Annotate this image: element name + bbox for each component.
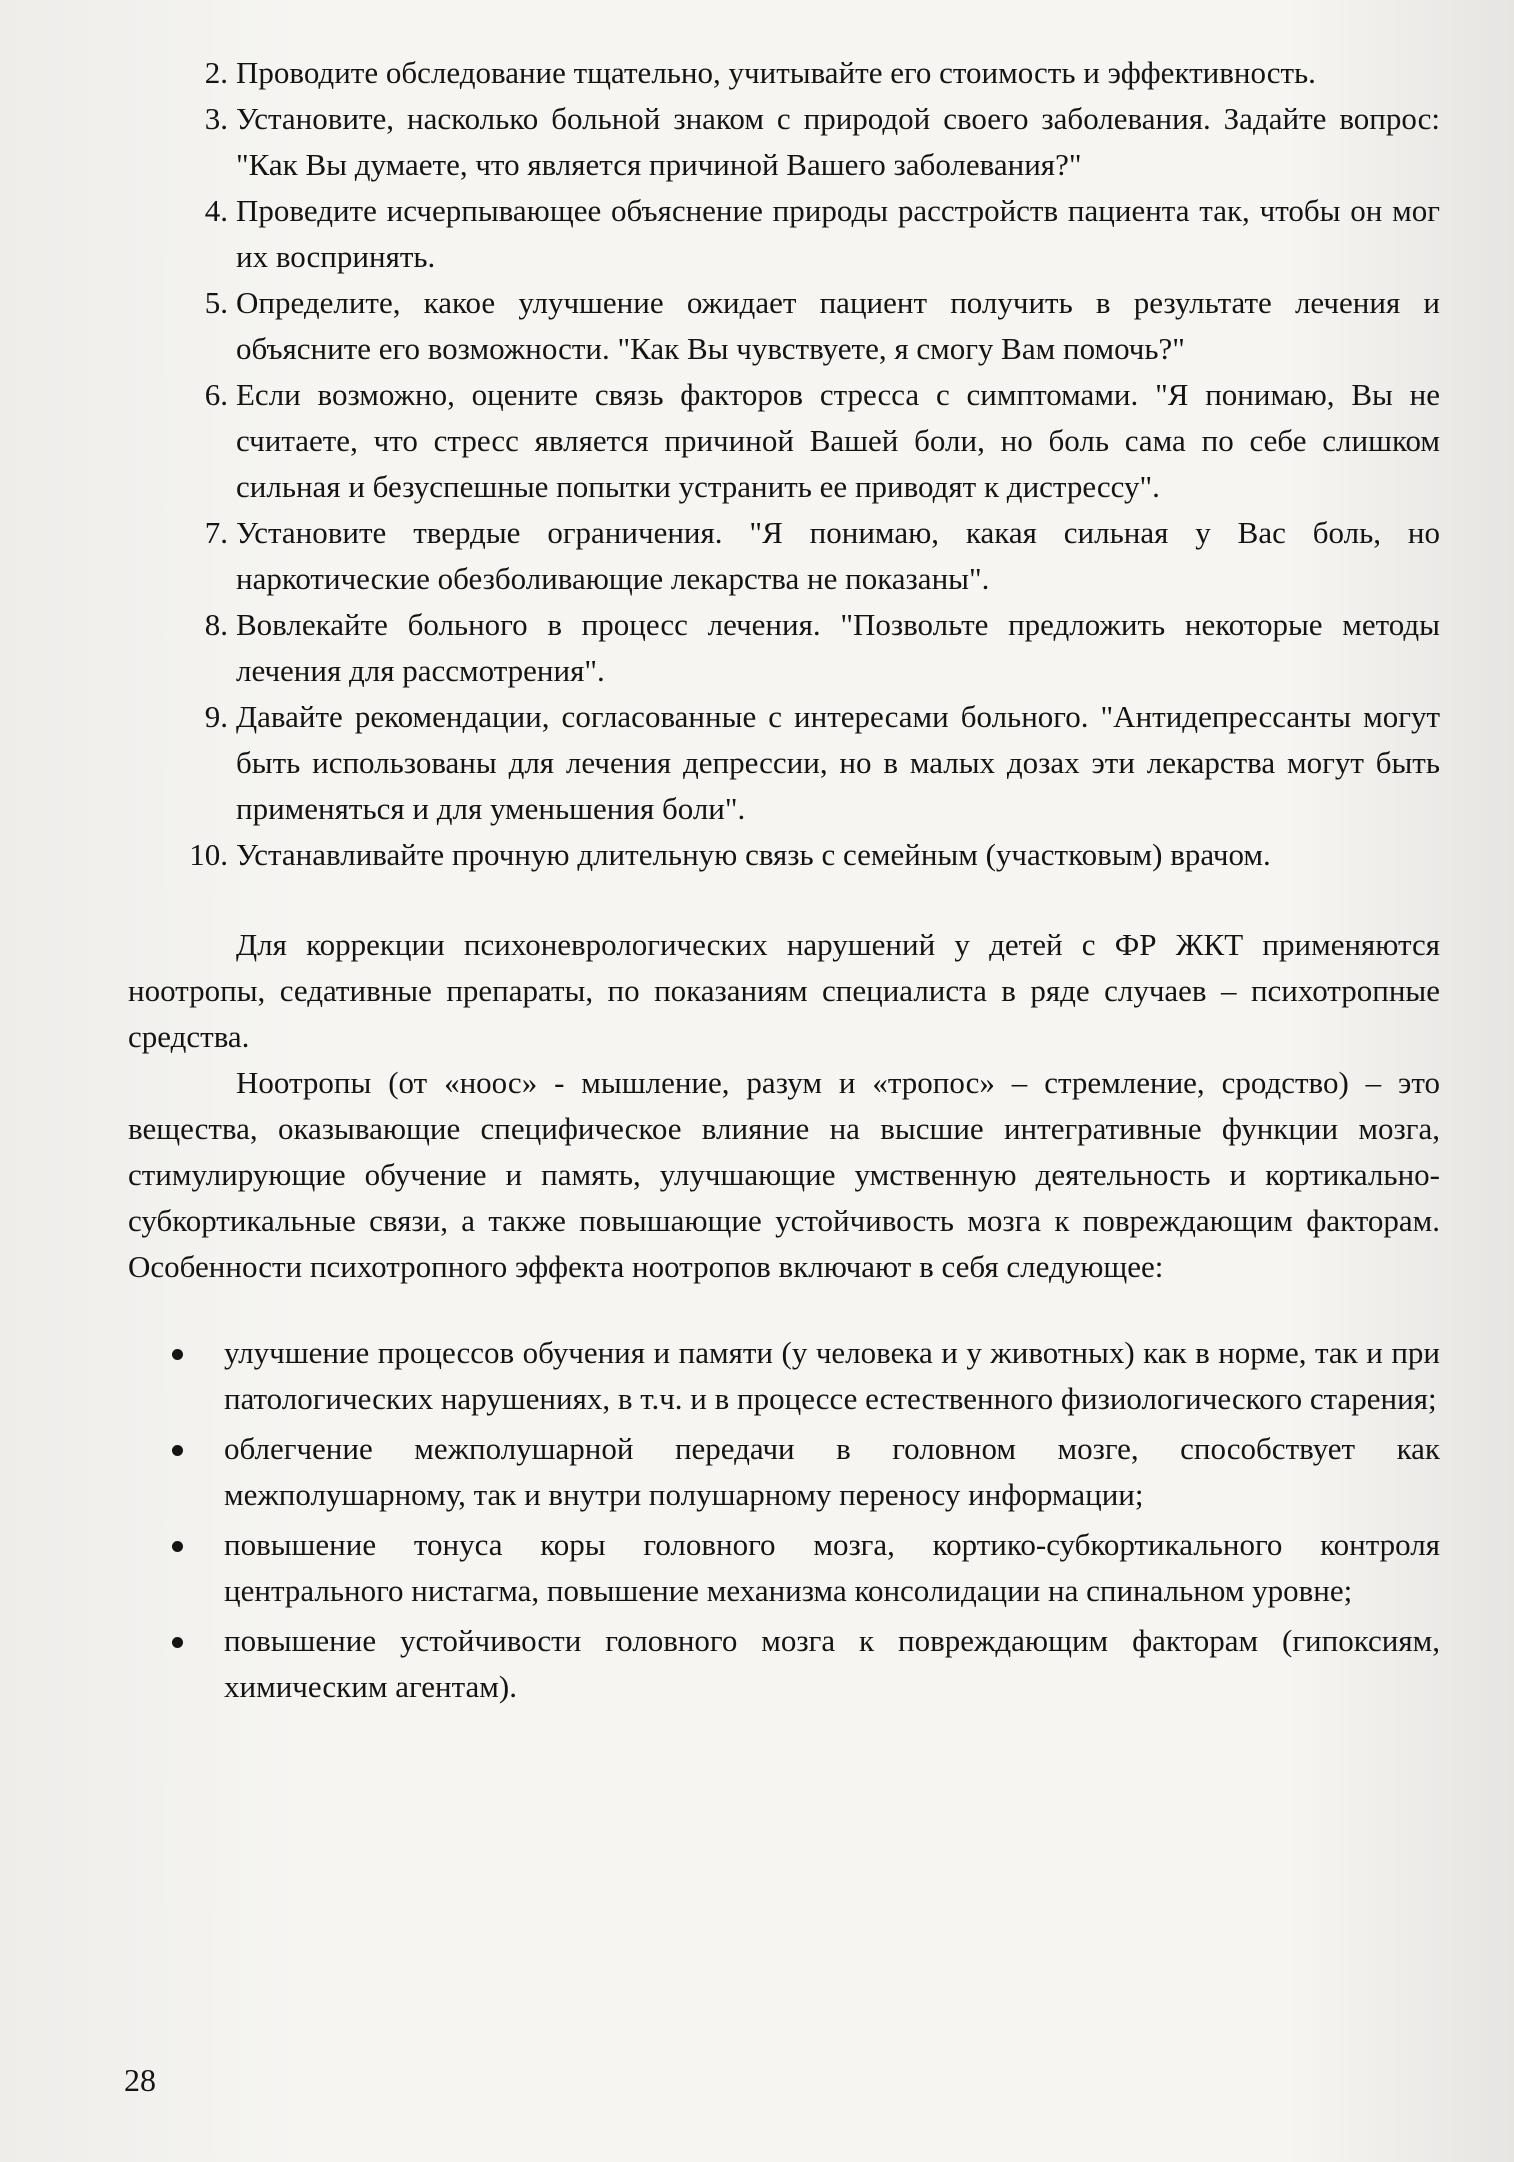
section-gap [128, 1290, 1440, 1320]
list-item [128, 510, 1440, 602]
item-number: 4. [204, 193, 228, 228]
paragraph: Для коррекции психоневрологических нарушений у детей с ФР ЖКТ применяются ноотропы, седативные препараты, по показаниям специалиста в ряде случаев – психотропные средства. [128, 927, 1440, 1054]
item-number: 10. [189, 837, 228, 872]
bullet-text: облегчение межполушарной передачи в головном мозге, способствует как межполушарному, так и внутри полушарному переносу информации; [224, 1431, 1440, 1512]
item-number: 5. [204, 285, 228, 320]
item-text: Если возможно, оцените связь факторов стресса с симптомами. "Я понимаю, Вы не считаете, что стресс является причиной Вашей боли, но боль сама по себе слишком сильная и безуспешные попытки устранить ее приводят к дистрессу". [236, 377, 1440, 504]
recommendations-list [128, 50, 1440, 878]
page-content [128, 50, 1440, 1714]
bullet-item [128, 1330, 1440, 1422]
item-text: Вовлекайте больного в процесс лечения. "Позвольте предложить некоторые методы лечения для рассмотрения". [236, 607, 1440, 688]
bullet-list [128, 1330, 1440, 1710]
bullet-icon [172, 1349, 183, 1360]
item-text: Определите, какое улучшение ожидает пациент получить в результате лечения и объясните его возможности. "Как Вы чувствуете, я смогу Вам помочь?" [236, 285, 1440, 366]
item-number: 9. [204, 699, 228, 734]
bullet-item [128, 1426, 1440, 1518]
paragraph: Ноотропы (от «ноос» - мышление, разум и «тропос» – стремление, сродство) – это вещества, оказывающие специфическое влияние на высшие интегративные функции мозга, стимулирующие обучение и память, улучшающие умственную деятельность и кортикально-субкортикальные связи, а также повышающие устойчивость мозга к повреждающим факторам. Особенности психотропного эффекта ноотропов включают в себя следующее: [128, 1065, 1440, 1284]
section-gap [128, 878, 1440, 922]
item-text: Установите, насколько больной знаком с природой своего заболевания. Задайте вопрос: "Как Вы думаете, что является причиной Вашего заболевания?" [236, 101, 1440, 182]
item-text: Давайте рекомендации, согласованные с интересами больного. "Антидепрессанты могут быть использованы для лечения депрессии, но в малых дозах эти лекарства могут быть применяться и для уменьшения боли". [236, 699, 1440, 826]
item-number: 3. [204, 101, 228, 136]
bullet-text: повышение тонуса коры головного мозга, кортико-субкортикального контроля центрального нистагма, повышение механизма консолидации на спинальном уровне; [224, 1527, 1440, 1608]
page-number: 28 [124, 2062, 156, 2098]
list-item [128, 96, 1440, 188]
item-number: 8. [204, 607, 228, 642]
bullet-icon [172, 1445, 183, 1456]
list-item [128, 280, 1440, 372]
bullet-icon [172, 1637, 183, 1648]
item-text: Проводите обследование тщательно, учитывайте его стоимость и эффективность. [236, 55, 1316, 90]
bullet-item [128, 1618, 1440, 1710]
bullet-text: повышение устойчивости головного мозга к повреждающим факторам (гипоксиям, химическим агентам). [224, 1623, 1440, 1704]
item-text: Устанавливайте прочную длительную связь с семейным (участковым) врачом. [236, 837, 1271, 872]
item-text: Проведите исчерпывающее объяснение природы расстройств пациента так, чтобы он мог их воспринять. [236, 193, 1440, 274]
bullet-icon [172, 1541, 183, 1552]
list-item [128, 694, 1440, 832]
list-item [128, 372, 1440, 510]
item-number: 7. [204, 515, 228, 550]
item-number: 6. [204, 377, 228, 412]
list-item [128, 832, 1440, 878]
item-text: Установите твердые ограничения. "Я понимаю, какая сильная у Вас боль, но наркотические обезболивающие лекарства не показаны". [236, 515, 1440, 596]
item-number: 2. [204, 55, 228, 90]
list-item [128, 602, 1440, 694]
list-item [128, 50, 1440, 96]
bullet-item [128, 1522, 1440, 1614]
list-item [128, 188, 1440, 280]
bullet-text: улучшение процессов обучения и памяти (у человека и у животных) как в норме, так и при патологических нарушениях, в т.ч. и в процессе естественного физиологического старения; [224, 1335, 1440, 1416]
